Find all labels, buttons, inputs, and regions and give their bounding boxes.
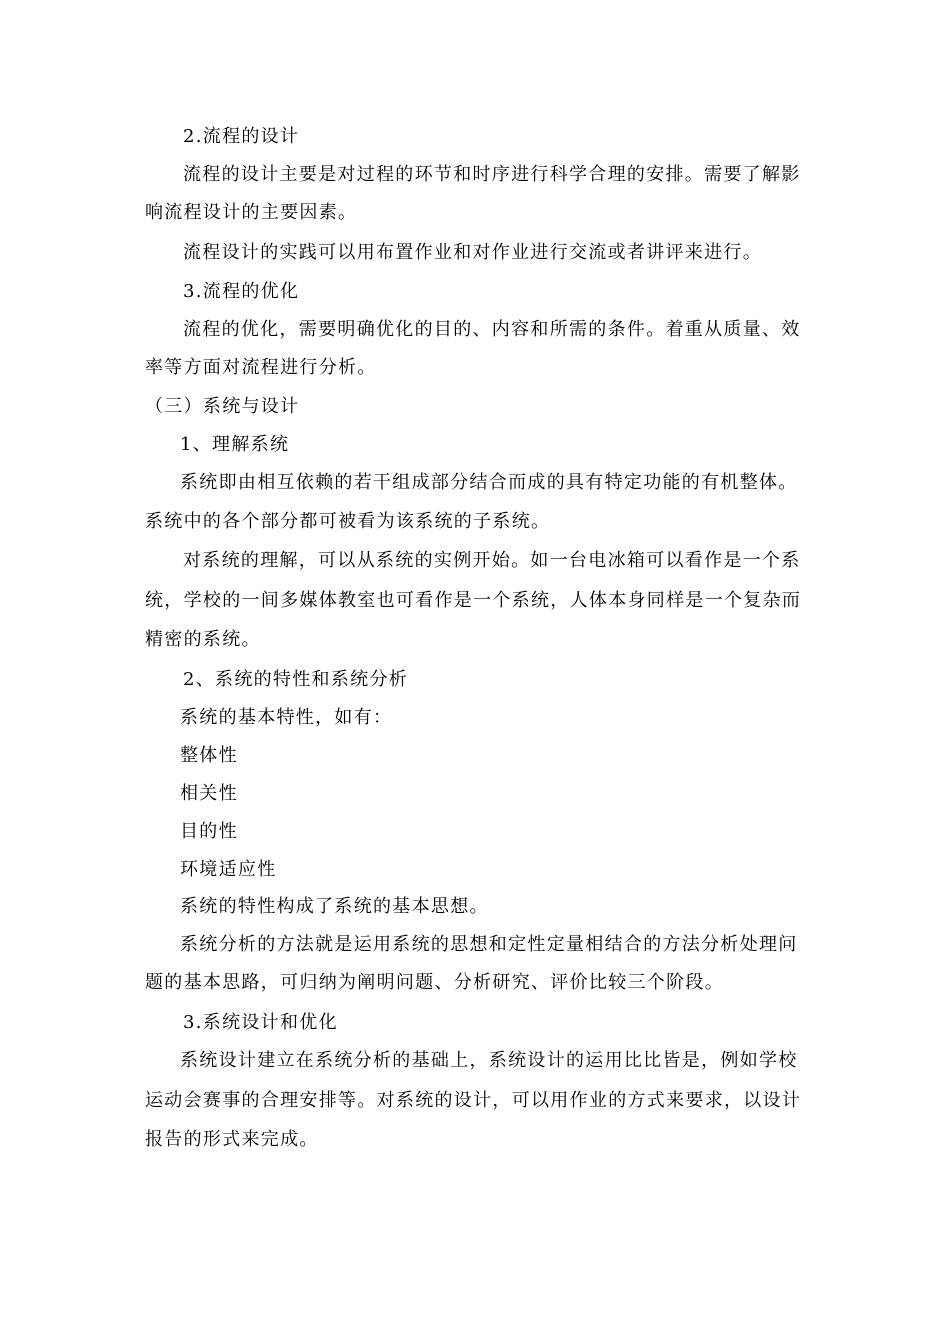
list-item: 相关性 [180,783,238,804]
paragraph-line: 系统中的各个部分都可被看为该系统的子系统。 [145,511,551,532]
list-item: 目的性 [180,821,238,842]
heading-process-design: 2.流程的设计 [183,126,300,147]
paragraph-line: 系统即由相互依赖的若干组成部分结合而成的具有特定功能的有机整体。 [180,472,798,493]
paragraph-line: 响流程设计的主要因素。 [145,202,358,223]
paragraph-line: 系统设计建立在系统分析的基础上，系统设计的运用比比皆是，例如学校 [180,1050,798,1071]
heading-system-design-optimization: 3.系统设计和优化 [183,1012,338,1033]
paragraph-line: 系统的基本特性，如有： [180,707,393,728]
paragraph-line: 流程的设计主要是对过程的环节和时序进行科学合理的安排。需要了解影 [183,164,801,185]
heading-understand-system: 1、理解系统 [180,434,290,455]
paragraph-line: 精密的系统。 [145,629,261,650]
paragraph-line: 系统分析的方法就是运用系统的思想和定性定量相结合的方法分析处理问 [180,934,798,955]
heading-process-optimization: 3.流程的优化 [183,281,300,302]
paragraph-line: 统，学校的一间多媒体教室也可看作是一个系统，人体本身同样是一个复杂而 [145,590,802,611]
paragraph-line: 报告的形式来完成。 [145,1129,319,1150]
paragraph-line: 率等方面对流程进行分析。 [145,357,377,378]
list-item: 整体性 [180,745,238,766]
paragraph-line: 系统的特性构成了系统的基本思想。 [180,896,489,917]
paragraph-line: 流程设计的实践可以用布置作业和对作业进行交流或者讲评来进行。 [183,242,762,263]
paragraph-line: 流程的优化，需要明确优化的目的、内容和所需的条件。着重从质量、效 [183,319,801,340]
paragraph-line: 运动会赛事的合理安排等。对系统的设计，可以用作业的方式来要求，以设计 [145,1090,802,1111]
paragraph-line: 题的基本思路，可归纳为阐明问题、分析研究、评价比较三个阶段。 [145,972,724,993]
heading-system-characteristics: 2、系统的特性和系统分析 [183,669,409,690]
paragraph-line: 对系统的理解，可以从系统的实例开始。如一台电冰箱可以看作是一个系 [183,550,801,571]
list-item: 环境适应性 [180,859,277,880]
section-heading-system-design: （三）系统与设计 [145,396,300,417]
